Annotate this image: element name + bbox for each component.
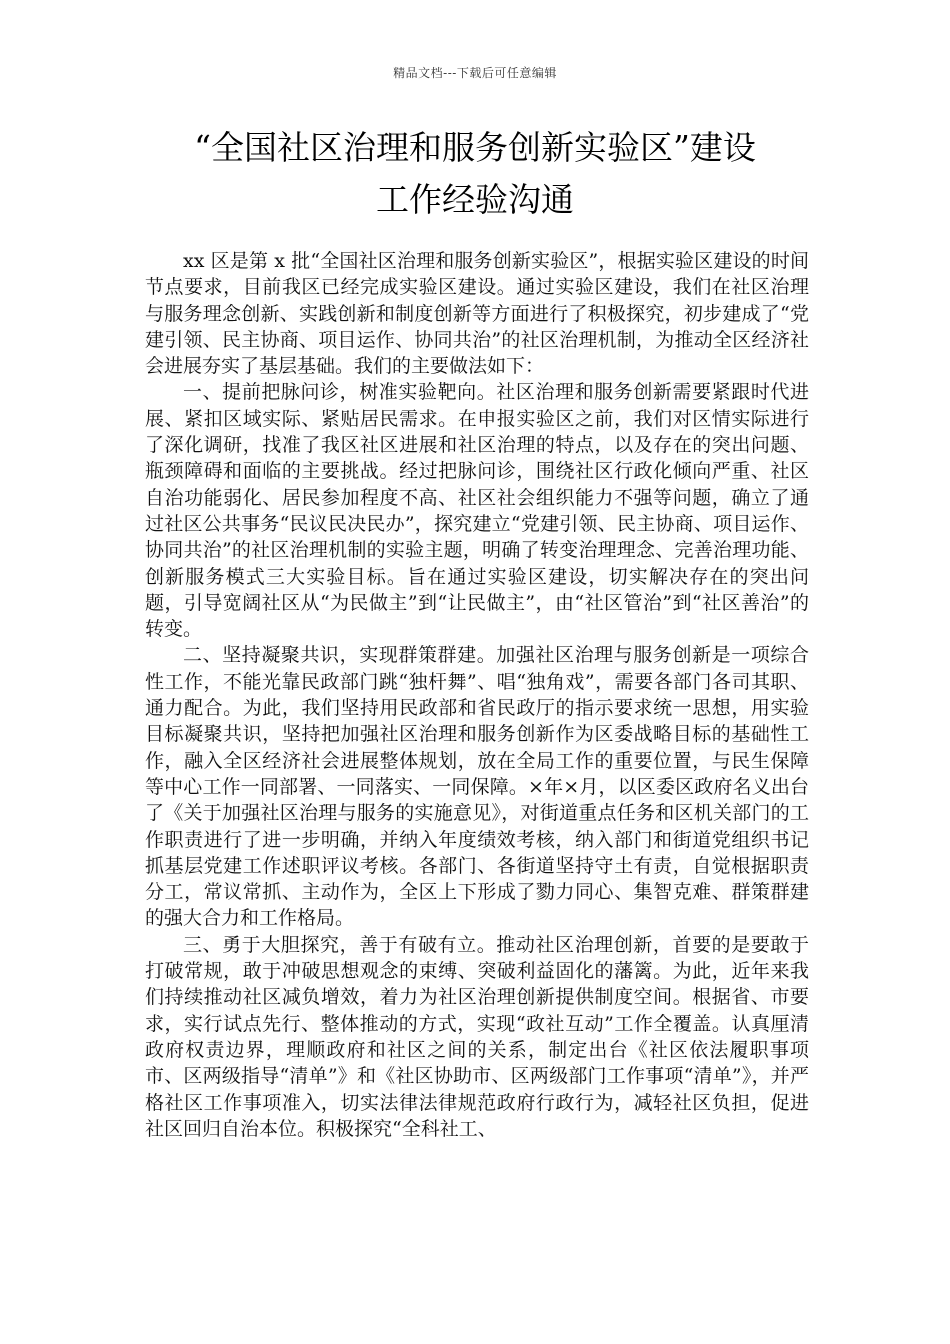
title-line-1: “全国社区治理和服务创新实验区”建设 xyxy=(194,128,756,167)
paragraph-intro: xx 区是第 x 批“全国社区治理和服务创新实验区”，根据实验区建设的时间节点要求，目前我区已经完成实验区建设。通过实验区建设，我们在社区治理与服务理念创新、实践创新和制度创新等方面进行了积极探究，初步建成了“党建引领、民主协商、项目运作、协同共治”的社区治理机制，为推动全区经济社会进展夯实了基层基础。我们的主要做法如下： xyxy=(145,250,809,378)
paragraph-section-1: 一、提前把脉问诊，树准实验靶向。社区治理和服务创新需要紧跟时代进展、紧扣区域实际、紧贴居民需求。在申报实验区之前，我们对区情实际进行了深化调研，找准了我区社区进展和社区治理的特点，以及存在的突出问题、瓶颈障碍和面临的主要挑战。经过把脉问诊，围绕社区行政化倾向严重、社区自治功能弱化、居民参加程度不高、社区社会组织能力不强等问题，确立了通过社区公共事务“民议民决民办”，探究建立“党建引领、民主协商、项目运作、协同共治”的社区治理机制的实验主题，明确了转变治理理念、完善治理功能、创新服务模式三大实验目标。旨在通过实验区建设，切实解决存在的突出问题，引导宽阔社区从“为民做主”到“让民做主”，由“社区管治”到“社区善治”的转变。 xyxy=(145,381,809,641)
document-body xyxy=(145,248,809,1142)
paragraph-section-2: 二、坚持凝聚共识，实现群策群建。加强社区治理与服务创新是一项综合性工作，不能光靠民政部门跳“独杆舞”、唱“独角戏”，需要各部门各司其职、通力配合。为此，我们坚持用民政部和省民政厅的指示要求统一思想，用实验目标凝聚共识，坚持把加强社区治理和服务创新作为区委战略目标的基础性工作，融入全区经济社会进展整体规划，放在全局工作的重要位置，与民生保障等中心工作一同部署、一同落实、一同保障。×年×月，以区委区政府名义出台了《关于加强社区治理与服务的实施意见》，对街道重点任务和区机关部门的工作职责进行了进一步明确，并纳入年度绩效考核，纳入部门和街道党组织书记抓基层党建工作述职评议考核。各部门、各街道坚持守土有责，自觉根据职责分工，常议常抓、主动作为，全区上下形成了勠力同心、集智克难、群策群建的强大合力和工作格局。 xyxy=(145,644,809,930)
document-title xyxy=(150,122,800,226)
title-line-2: 工作经验沟通 xyxy=(376,180,574,219)
paragraph-section-3: 三、勇于大胆探究，善于有破有立。推动社区治理创新，首要的是要敢于打破常规，敢于冲破思想观念的束缚、突破利益固化的藩篱。为此，近年来我们持续推动社区减负增效，着力为社区治理创新提供制度空间。根据省、市要求，实行试点先行、整体推动的方式，实现“政社互动”工作全覆盖。认真厘清政府权责边界，理顺政府和社区之间的关系，制定出台《社区依法履职事项市、区两级指导“清单”》和《社区协助市、区两级部门工作事项“清单”》，并严格社区工作事项准入，切实法律法律规范政府行政行为，减轻社区负担，促进社区回归自治本位。积极探究“全科社工、 xyxy=(145,933,809,1140)
header-note: 精品文档---下载后可任意编辑 xyxy=(393,66,557,80)
